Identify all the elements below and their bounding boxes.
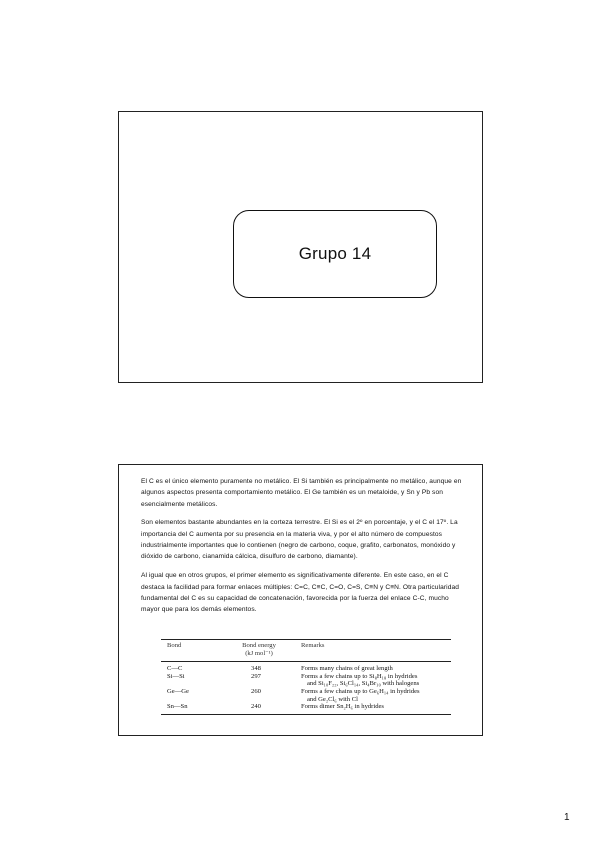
- bond-cell: C—C: [167, 665, 183, 673]
- remark-cell: [295, 688, 451, 703]
- remark-text: Forms a few chains up to Ge₆H₁₄ in hydrides: [301, 687, 420, 695]
- column-header-energy: [221, 640, 295, 662]
- table-row: [161, 688, 451, 703]
- paragraph: Son elementos bastante abundantes en la corteza terrestre. El Si es el 2º en porcentaje, y el C el 17º. La importancia del C aumenta por su presencia en la materia viva, y por el alto número de compuestos industrialmente importantes que lo contienen (negro de carbono, coque, grafito, carbonatos, monóxido y dióxido de carbono, cianamida cálcica, disulfuro de carbono, diamante).: [141, 519, 458, 561]
- remark-cell: [295, 673, 451, 688]
- remark-cell: [295, 703, 451, 714]
- bond-cell: Si—Si: [167, 672, 185, 680]
- table-row: [161, 703, 451, 714]
- bond-cell: Sn—Sn: [161, 703, 221, 714]
- slide-1: [118, 111, 483, 383]
- remark-continuation: and Ge₂Cl₆ with Cl: [307, 695, 358, 703]
- remark-text: Forms a few chains up to Si₈H₁₈ in hydrides: [301, 672, 418, 680]
- table-row: [161, 662, 451, 673]
- energy-cell: 260: [251, 687, 261, 695]
- paragraph: Al igual que en otros grupos, el primer elemento es significativamente diferente. En este caso, en el C destaca la facilidad para formar enlaces múltiples: C=C, C≡C, C=O, C=S, C≡N y C≡N. Otra particularidad fundamental del C es su capacidad de concatenación, favorecida por la fuerza del enlace C-C, mucho mayor que para los demás elementos.: [141, 572, 460, 614]
- energy-cell: 348: [251, 665, 261, 673]
- remark-cell: [295, 662, 451, 673]
- energy-cell: 297: [251, 672, 261, 680]
- page-number: 1: [564, 812, 570, 823]
- remark-text: Forms dimer Sn₂H₆ in hydrides: [301, 703, 384, 711]
- bond-cell: Ge—Ge: [167, 687, 189, 695]
- energy-header-unit: (kJ mol⁻¹): [245, 649, 273, 657]
- table-row: [161, 673, 451, 688]
- slide-title: Grupo 14: [298, 244, 372, 263]
- energy-cell: 240: [221, 703, 295, 714]
- remark-text: Forms many chains of great length: [301, 665, 393, 673]
- slide-body: [141, 476, 467, 623]
- paragraph: El C es el único elemento puramente no metálico. El Si también es principalmente no metálico, aunque en algunos aspectos presenta comportamiento metálico. El Ge también es un metaloide, y Sn y Pb son esencialmente metálicos.: [141, 478, 462, 508]
- slide-2: [118, 464, 483, 736]
- energy-header-label: Bond energy: [242, 642, 276, 649]
- column-header-bond: Bond: [161, 640, 221, 662]
- remark-continuation: and Si₁₀F₂₂, Si₆Cl₁₄, Si₄Br₁₀ with halogens: [307, 680, 420, 688]
- bond-energy-table: [161, 639, 451, 715]
- column-header-remarks: Remarks: [295, 640, 451, 662]
- title-box: [233, 210, 437, 298]
